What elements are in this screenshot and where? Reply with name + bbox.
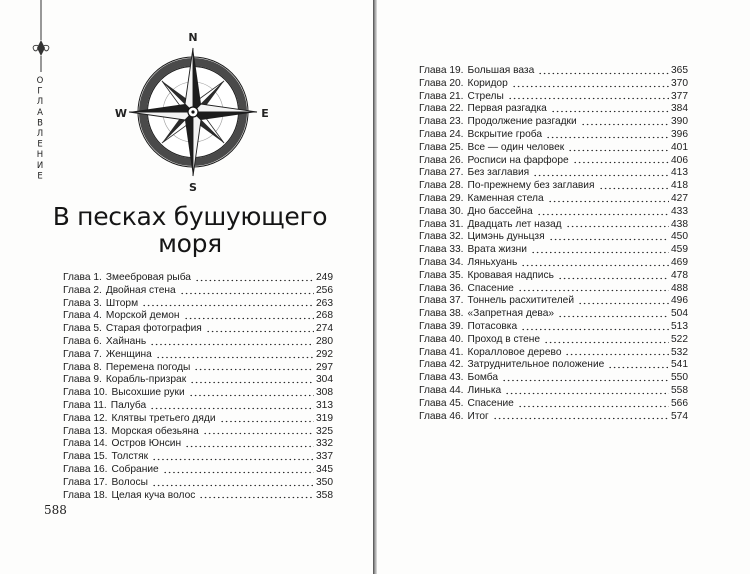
chapter-page: 541: [671, 359, 688, 371]
leader-dots: [203, 432, 314, 435]
chapter-title: Врата жизни: [467, 244, 527, 256]
leader-dots: [190, 381, 314, 384]
chapter-number: Глава 26.: [419, 154, 464, 166]
chapter-number: Глава 4.: [63, 310, 102, 322]
book-spine: [373, 0, 377, 574]
chapter-page: 566: [671, 397, 688, 409]
leader-dots: [581, 123, 669, 126]
chapter-page: 427: [671, 192, 688, 204]
toc-entry[interactable]: [419, 231, 688, 244]
toc-entry[interactable]: [63, 272, 333, 285]
chapter-title: По-прежнему без заглавия: [467, 180, 595, 192]
leader-dots: [194, 368, 314, 371]
chapter-number: Глава 28.: [419, 180, 464, 192]
chapter-number: Глава 3.: [63, 297, 102, 309]
chapter-title: Старая фотография: [105, 323, 202, 335]
chapter-title: Ляньхуань: [467, 256, 518, 268]
chapter-page: 292: [316, 348, 333, 360]
leader-dots: [566, 225, 669, 228]
chapter-number: Глава 33.: [419, 244, 464, 256]
chapter-title: Линька: [467, 384, 502, 396]
toc-entry[interactable]: [63, 323, 333, 336]
chapter-number: Глава 41.: [419, 346, 464, 358]
chapter-number: Глава 6.: [63, 335, 102, 347]
chapter-page: 450: [671, 231, 688, 243]
chapter-title: Собрание: [111, 463, 159, 475]
toc-entry[interactable]: [63, 400, 333, 413]
toc-entry[interactable]: [419, 91, 688, 104]
leader-dots: [195, 279, 314, 282]
chapter-number: Глава 14.: [63, 438, 108, 450]
toc-entry[interactable]: [419, 359, 688, 372]
chapter-title: Цимэнь дуньцзя: [467, 231, 545, 243]
chapter-page: 406: [671, 154, 688, 166]
toc-entry[interactable]: [419, 65, 688, 78]
table-of-contents-right: [419, 65, 688, 423]
chapter-number: Глава 10.: [63, 387, 108, 399]
chapter-title: Остров Юнсин: [111, 438, 182, 450]
chapter-page: 469: [671, 256, 688, 268]
leader-dots: [184, 317, 314, 320]
chapter-title: Без заглавия: [467, 167, 530, 179]
chapter-page: 558: [671, 384, 688, 396]
chapter-title: Продолжение разгадки: [467, 116, 577, 128]
chapter-page: 496: [671, 295, 688, 307]
toc-entry[interactable]: [63, 490, 333, 503]
chapter-number: Глава 20.: [419, 77, 464, 89]
compass-west-label: W: [114, 107, 128, 120]
chapter-number: Глава 19.: [419, 65, 464, 76]
leader-dots: [180, 292, 314, 295]
toc-entry[interactable]: [419, 167, 688, 180]
chapter-title: Морская обезьяна: [111, 425, 199, 437]
toc-entry[interactable]: [419, 244, 688, 257]
leader-dots: [565, 353, 669, 356]
chapter-number: Глава 7.: [63, 348, 102, 360]
chapter-number: Глава 43.: [419, 372, 464, 384]
section-label-contents: ОГЛАВЛЕНИЕ: [35, 76, 45, 182]
leader-dots: [185, 445, 314, 448]
chapter-title: Первая разгадка: [467, 103, 547, 115]
toc-entry[interactable]: [419, 206, 688, 219]
leader-dots: [150, 343, 314, 346]
chapter-page: 384: [671, 103, 688, 115]
book-title-line-1: В песках бушующего: [52, 202, 328, 231]
toc-entry[interactable]: [419, 308, 688, 321]
leader-dots: [521, 264, 669, 267]
toc-entry[interactable]: [63, 374, 333, 387]
leader-dots: [493, 417, 669, 420]
chapter-page: 574: [671, 410, 688, 422]
toc-entry[interactable]: [63, 413, 333, 426]
chapter-page: 370: [671, 77, 688, 89]
toc-entry[interactable]: [63, 464, 333, 477]
chapter-page: 365: [671, 65, 688, 76]
chapter-page: 459: [671, 244, 688, 256]
toc-entry[interactable]: [63, 451, 333, 464]
leader-dots: [163, 471, 314, 474]
chapter-number: Глава 1.: [63, 272, 102, 283]
toc-entry[interactable]: [419, 103, 688, 116]
toc-entry[interactable]: [419, 295, 688, 308]
chapter-number: Глава 9.: [63, 374, 102, 386]
toc-entry[interactable]: [419, 372, 688, 385]
chapter-page: 550: [671, 372, 688, 384]
leader-dots: [568, 149, 669, 152]
compass-east-label: E: [261, 107, 269, 120]
toc-entry[interactable]: [63, 310, 333, 323]
leader-dots: [558, 277, 669, 280]
leader-dots: [505, 392, 669, 395]
toc-entry[interactable]: [63, 477, 333, 490]
leader-dots: [206, 330, 314, 333]
chapter-page: 319: [316, 412, 333, 424]
chapter-title: Дно бассейна: [467, 205, 533, 217]
leader-dots: [508, 97, 669, 100]
chapter-page: 532: [671, 346, 688, 358]
chapter-number: Глава 29.: [419, 192, 464, 204]
chapter-number: Глава 25.: [419, 141, 464, 153]
chapter-title: Вскрытие гроба: [467, 128, 543, 140]
chapter-title: Тоннель расхитителей: [467, 295, 575, 307]
chapter-page: 313: [316, 399, 333, 411]
chapter-number: Глава 36.: [419, 282, 464, 294]
chapter-title: Перемена погоды: [105, 361, 191, 373]
toc-entry[interactable]: [419, 257, 688, 270]
leader-dots: [578, 302, 669, 305]
toc-entry[interactable]: [419, 321, 688, 334]
chapter-page: 280: [316, 335, 333, 347]
chapter-number: Глава 27.: [419, 167, 464, 179]
chapter-page: 304: [316, 374, 333, 386]
leader-dots: [152, 484, 314, 487]
chapter-title: Затруднительное положение: [467, 359, 605, 371]
chapter-page: 438: [671, 218, 688, 230]
chapter-page: 390: [671, 116, 688, 128]
chapter-number: Глава 12.: [63, 412, 108, 424]
chapter-number: Глава 16.: [63, 463, 108, 475]
leader-dots: [518, 405, 669, 408]
toc-entry[interactable]: [63, 298, 333, 311]
toc-entry[interactable]: [63, 349, 333, 362]
toc-entry[interactable]: [63, 285, 333, 298]
leader-dots: [531, 251, 669, 254]
leader-dots: [548, 200, 669, 203]
chapter-number: Глава 8.: [63, 361, 102, 373]
compass-south-label: S: [189, 181, 197, 194]
chapter-title: Двадцать лет назад: [467, 218, 562, 230]
flourish-icon: [29, 0, 53, 74]
chapter-number: Глава 45.: [419, 397, 464, 409]
leader-dots: [537, 213, 669, 216]
leader-dots: [521, 328, 669, 331]
leader-dots: [558, 315, 669, 318]
chapter-page: 263: [316, 297, 333, 309]
chapter-page: 249: [316, 272, 333, 283]
chapter-page: 350: [316, 476, 333, 488]
leader-dots: [518, 289, 669, 292]
chapter-page: 358: [316, 489, 333, 501]
leader-dots: [546, 136, 669, 139]
chapter-page: 297: [316, 361, 333, 373]
chapter-title: Спасение: [467, 282, 514, 294]
compass-north-label: N: [188, 31, 198, 44]
chapter-number: Глава 15.: [63, 451, 108, 463]
chapter-title: Женщина: [105, 348, 152, 360]
chapter-number: Глава 42.: [419, 359, 464, 371]
chapter-title: Итог: [467, 410, 489, 422]
chapter-page: 413: [671, 167, 688, 179]
table-of-contents-left: [63, 272, 333, 502]
chapter-number: Глава 39.: [419, 320, 464, 332]
leader-dots: [538, 72, 669, 75]
chapter-number: Глава 32.: [419, 231, 464, 243]
leader-dots: [199, 496, 314, 499]
toc-entry[interactable]: [419, 347, 688, 360]
leader-dots: [549, 238, 669, 241]
toc-entry[interactable]: [419, 270, 688, 283]
toc-entry[interactable]: [419, 129, 688, 142]
toc-entry[interactable]: [63, 426, 333, 439]
leader-dots: [220, 420, 314, 423]
chapter-page: 488: [671, 282, 688, 294]
leader-dots: [512, 85, 669, 88]
chapter-number: Глава 44.: [419, 384, 464, 396]
chapter-title: Высохшие руки: [111, 387, 185, 399]
chapter-page: 308: [316, 387, 333, 399]
chapter-number: Глава 30.: [419, 205, 464, 217]
chapter-page: 332: [316, 438, 333, 450]
chapter-title: Двойная стена: [105, 284, 176, 296]
chapter-title: Толстяк: [111, 451, 149, 463]
chapter-page: 345: [316, 463, 333, 475]
leader-dots: [533, 174, 669, 177]
chapter-page: 478: [671, 269, 688, 281]
chapter-page: 433: [671, 205, 688, 217]
chapter-page: 513: [671, 320, 688, 332]
chapter-number: Глава 21.: [419, 90, 464, 102]
chapter-number: Глава 37.: [419, 295, 464, 307]
chapter-number: Глава 2.: [63, 284, 102, 296]
toc-entry[interactable]: [419, 411, 688, 424]
leader-dots: [608, 366, 669, 369]
chapter-title: Спасение: [467, 397, 514, 409]
page-number: 588: [44, 503, 67, 517]
book-title-line-2: моря: [158, 229, 222, 258]
book-title: [40, 203, 340, 257]
chapter-title: Целая куча волос: [111, 489, 196, 501]
chapter-title: Большая ваза: [467, 65, 535, 76]
leader-dots: [152, 458, 314, 461]
leader-dots: [599, 187, 669, 190]
chapter-page: 325: [316, 425, 333, 437]
chapter-number: Глава 31.: [419, 218, 464, 230]
chapter-page: 401: [671, 141, 688, 153]
chapter-title: Змеебровая рыба: [105, 272, 191, 283]
chapter-number: Глава 35.: [419, 269, 464, 281]
toc-entry[interactable]: [63, 438, 333, 451]
chapter-page: 268: [316, 310, 333, 322]
chapter-page: 522: [671, 333, 688, 345]
leader-dots: [544, 341, 669, 344]
chapter-number: Глава 18.: [63, 489, 108, 501]
chapter-title: Морской демон: [105, 310, 180, 322]
toc-entry[interactable]: [419, 78, 688, 91]
chapter-title: Коралловое дерево: [467, 346, 562, 358]
chapter-title: Росписи на фарфоре: [467, 154, 569, 166]
chapter-title: Каменная стела: [467, 192, 544, 204]
chapter-number: Глава 23.: [419, 116, 464, 128]
leader-dots: [551, 110, 669, 113]
chapter-title: Все — один человек: [467, 141, 565, 153]
toc-entry[interactable]: [419, 219, 688, 232]
toc-entry[interactable]: [419, 180, 688, 193]
chapter-title: Хайнань: [105, 335, 147, 347]
chapter-number: Глава 5.: [63, 323, 102, 335]
leader-dots: [156, 356, 314, 359]
toc-entry[interactable]: [419, 385, 688, 398]
chapter-number: Глава 38.: [419, 308, 464, 320]
toc-entry[interactable]: [419, 283, 688, 296]
chapter-page: 418: [671, 180, 688, 192]
chapter-page: 256: [316, 284, 333, 296]
chapter-number: Глава 11.: [63, 399, 107, 411]
chapter-title: Кровавая надпись: [467, 269, 554, 281]
chapter-title: Коридор: [467, 77, 508, 89]
chapter-page: 504: [671, 308, 688, 320]
chapter-page: 274: [316, 323, 333, 335]
toc-entry[interactable]: [419, 398, 688, 411]
chapter-title: Проход в стене: [467, 333, 541, 345]
toc-entry[interactable]: [63, 362, 333, 375]
toc-entry[interactable]: [63, 336, 333, 349]
chapter-page: 377: [671, 90, 688, 102]
chapter-title: Клятвы третьего дяди: [111, 412, 216, 424]
leader-dots: [142, 304, 314, 307]
toc-entry[interactable]: [63, 387, 333, 400]
chapter-number: Глава 24.: [419, 128, 464, 140]
toc-entry[interactable]: [419, 193, 688, 206]
chapter-number: Глава 17.: [63, 476, 108, 488]
chapter-title: Стрелы: [467, 90, 504, 102]
chapter-page: 396: [671, 128, 688, 140]
chapter-number: Глава 46.: [419, 410, 464, 422]
toc-entry[interactable]: [419, 334, 688, 347]
chapter-page: 337: [316, 451, 333, 463]
chapter-title: Волосы: [111, 476, 148, 488]
leader-dots: [189, 394, 314, 397]
chapter-title: Шторм: [105, 297, 139, 309]
toc-entry[interactable]: [419, 116, 688, 129]
toc-entry[interactable]: [419, 142, 688, 155]
chapter-title: Корабль-призрак: [105, 374, 187, 386]
leader-dots: [573, 161, 669, 164]
chapter-title: Палуба: [110, 399, 147, 411]
chapter-title: Потасовка: [467, 320, 518, 332]
chapter-number: Глава 40.: [419, 333, 464, 345]
chapter-title: Бомба: [467, 372, 499, 384]
compass-rose-icon: [108, 27, 278, 197]
chapter-number: Глава 22.: [419, 103, 464, 115]
chapter-title: «Запретная дева»: [467, 308, 555, 320]
leader-dots: [502, 379, 669, 382]
leader-dots: [150, 407, 314, 410]
chapter-number: Глава 34.: [419, 256, 464, 268]
chapter-number: Глава 13.: [63, 425, 108, 437]
toc-entry[interactable]: [419, 155, 688, 168]
